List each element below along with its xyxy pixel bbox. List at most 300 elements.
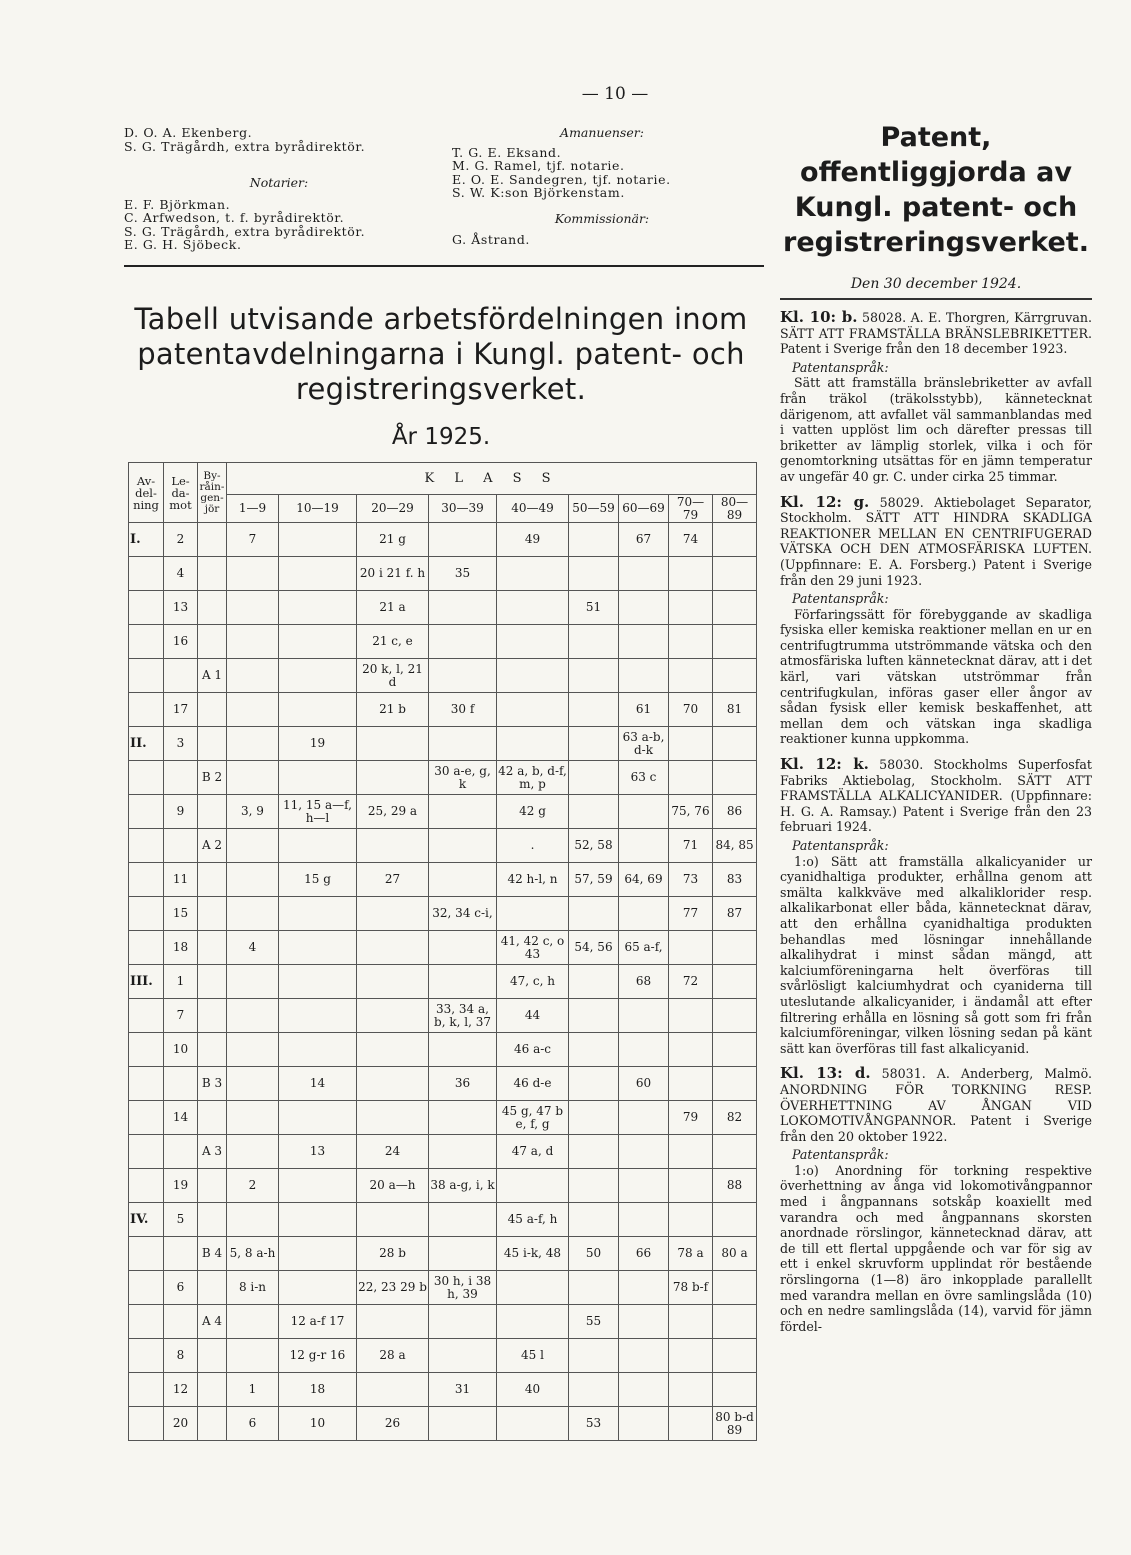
klass-cell: 47, c, h [497,965,569,999]
klass-cell [429,1305,497,1339]
klass-cell: 5, 8 a-h [227,1237,279,1271]
klass-cell [279,557,357,591]
patent-claim-text: 1:o) Sätt att framställa alkalicyanider ur cyanidhaltiga produkter, erhållna genom att smälta kalkkväve med alkaliklorider resp. alkalikarbonat eller båda, kännetecknat därav, att den erhållna cyanidhaltiga produkten behandlas med lösningar innehållande alkalihydrat i minst sådan mängd, att kalciumföreningarna helt överföras till svårlösligt kalciumhydrat och cyaniderna till uteslutande alkalicyanider, i ändamål att efter filtrering erhålla en lösning så gott som fri från kalciumföreningar, vilken lösning sedan på känt sätt kan överföras till fast alkalicyanid. [780,853,1092,1056]
klass-cell: 33, 34 a, b, k, l, 37 [429,999,497,1033]
klass-cell: 71 [669,829,713,863]
klass-cell: 26 [357,1407,429,1441]
klass-cell [279,1033,357,1067]
klass-cell [227,1203,279,1237]
klass-cell: 42 a, b, d-f, m, p [497,761,569,795]
ledamot-cell: 16 [164,625,198,659]
patent-entry [780,492,1092,748]
klass-cell [227,1101,279,1135]
table-row [129,1271,757,1305]
klass-cell [669,1033,713,1067]
klass-cell [357,931,429,965]
klass-cell: 40 [497,1373,569,1407]
klass-cell [227,557,279,591]
klass-cell [497,1271,569,1305]
klass-cell: 2 [227,1169,279,1203]
patent-class: Kl. 12: k. [780,755,869,774]
table-row [129,795,757,829]
patent-head: 58031. A. Anderberg, Malmö. ANORDNING FÖR TORKNING RESP. ÖVERHETTNING AV ÅNGAN VID LOKOMOTIVÅNGPANNOR. Patent i Sverige från den 20 oktober 1922. [780,1066,1092,1144]
avdelning-cell [129,897,164,931]
klass-cell: 3, 9 [227,795,279,829]
klass-cell: 63 a-b, d-k [619,727,669,761]
byraingenjor-cell [198,523,227,557]
klass-cell [497,659,569,693]
klass-cell [619,897,669,931]
klass-cell [619,1407,669,1441]
klass-cell [279,1101,357,1135]
klass-cell [569,1203,619,1237]
klass-cell [279,1271,357,1305]
klass-cell: 28 a [357,1339,429,1373]
byraingenjor-cell [198,1407,227,1441]
staff-line: T. G. E. Eksand. [452,144,562,160]
klass-cell: 67 [619,523,669,557]
klass-cell [713,727,757,761]
table-row [129,727,757,761]
avdelning-cell [129,999,164,1033]
patent-class: Kl. 12: g. [780,492,870,511]
klass-cell [429,931,497,965]
table-row [129,1203,757,1237]
klass-cell [713,591,757,625]
ledamot-cell: 2 [164,523,198,557]
klass-cell [569,557,619,591]
table-year: År 1925. [391,424,491,450]
ledamot-cell: 20 [164,1407,198,1441]
klass-cell [569,1271,619,1305]
byraingenjor-cell [198,1203,227,1237]
avdelning-cell: I. [129,523,164,557]
klass-cell: 36 [429,1067,497,1101]
klass-cell [669,659,713,693]
klass-cell [227,659,279,693]
klass-cell [497,557,569,591]
ledamot-cell [164,1135,198,1169]
klass-cell [429,965,497,999]
klass-cell: 38 a-g, i, k [429,1169,497,1203]
klass-cell: 54, 56 [569,931,619,965]
byraingenjor-cell [198,1339,227,1373]
table-row [129,1169,757,1203]
ledamot-cell: 9 [164,795,198,829]
klass-cell: 78 b-f [669,1271,713,1305]
klass-cell: 42 h-l, n [497,863,569,897]
klass-cell: 63 c [619,761,669,795]
klass-cell: 46 a-c [497,1033,569,1067]
klass-cell [429,591,497,625]
klass-cell: 45 a-f, h [497,1203,569,1237]
klass-cell: 4 [227,931,279,965]
klass-cell: 86 [713,795,757,829]
avdelning-cell [129,863,164,897]
klass-cell: 52, 58 [569,829,619,863]
klass-cell [227,625,279,659]
klass-cell [569,761,619,795]
klass-cell: 80 b-d 89 [713,1407,757,1441]
byraingenjor-cell [198,1033,227,1067]
header-range: 40—49 [497,495,569,523]
klass-cell [357,965,429,999]
klass-cell [713,557,757,591]
klass-cell: 72 [669,965,713,999]
table-row [129,1373,757,1407]
klass-cell: 24 [357,1135,429,1169]
klass-cell: 44 [497,999,569,1033]
patent-column [780,120,1092,1334]
avdelning-cell [129,1067,164,1101]
klass-cell: 20 a—h [357,1169,429,1203]
klass-cell [497,693,569,727]
klass-cell [357,1305,429,1339]
patent-head: 58030. Stockholms Superfosfat Fabriks Aktiebolag, Stockholm. SÄTT ATT FRAMSTÄLLA ALKALICYANIDER. (Uppfinnare: H. G. A. Ramsay.) Patent i Sverige från den 23 februari 1924. [780,757,1092,835]
klass-cell: 21 g [357,523,429,557]
klass-table [128,462,757,1441]
ledamot-cell: 17 [164,693,198,727]
klass-cell [429,727,497,761]
amanuenser-heading: Amanuenser: [560,125,644,140]
klass-cell: 61 [619,693,669,727]
klass-cell [429,1033,497,1067]
ledamot-cell [164,1067,198,1101]
klass-cell [357,897,429,931]
table-row [129,1135,757,1169]
klass-cell [227,1339,279,1373]
klass-cell [279,1237,357,1271]
klass-cell [569,1373,619,1407]
ledamot-cell: 4 [164,557,198,591]
klass-cell [357,727,429,761]
klass-cell: 65 a-f, [619,931,669,965]
klass-cell [227,999,279,1033]
avdelning-cell: III. [129,965,164,999]
header-range: 30—39 [429,495,497,523]
klass-cell [619,1169,669,1203]
klass-cell [227,1135,279,1169]
table-row [129,1407,757,1441]
avdelning-cell [129,1101,164,1135]
klass-cell [713,1339,757,1373]
byraingenjor-cell [198,931,227,965]
klass-cell [713,625,757,659]
klass-cell: 45 g, 47 b e, f, g [497,1101,569,1135]
ledamot-cell: 13 [164,591,198,625]
avdelning-cell [129,591,164,625]
klass-cell: 75, 76 [669,795,713,829]
byraingenjor-cell: B 4 [198,1237,227,1271]
byraingenjor-cell [198,863,227,897]
ledamot-cell: 19 [164,1169,198,1203]
header-ledamot: Le-da-mot [164,463,198,523]
table-title: Tabell utvisande arbetsfördelningen inom patentavdelningarna i Kungl. patent- och registreringsverket. [134,302,748,406]
klass-cell [713,761,757,795]
avdelning-cell: IV. [129,1203,164,1237]
patent-claim-text: Förfaringssätt för förebyggande av skadliga fysiska eller kemiska reaktioner mellan en ur en centrifugtrumma utströmmande vätska och den atmosfäriska luften kännetecknat därav, att i det kärl, vari vätskan utströmmar från centrifugkulan, införas gaser eller ångor av sådan fysisk eller kemisk beskaffenhet, att mellan dem och vätskan inga skadliga reaktioner kunna uppkomma. [780,606,1092,747]
klass-cell [619,1339,669,1373]
klass-cell [497,897,569,931]
klass-cell [429,1135,497,1169]
staff-line: E. F. Björkman. [124,196,231,212]
klass-cell [713,931,757,965]
klass-cell: 1 [227,1373,279,1407]
staff-line: S. W. K:son Björkenstam. [452,185,625,200]
divider [124,265,764,267]
klass-cell [619,591,669,625]
byraingenjor-cell [198,999,227,1033]
klass-cell: 46 d-e [497,1067,569,1101]
staff-line: M. G. Ramel, tjf. notarie. [452,158,625,173]
table-row [129,1237,757,1271]
klass-cell: 28 b [357,1237,429,1271]
klass-cell [429,1237,497,1271]
ledamot-cell: 14 [164,1101,198,1135]
ledamot-cell: 12 [164,1373,198,1407]
klass-cell: 45 l [497,1339,569,1373]
klass-cell [279,761,357,795]
klass-cell: 12 g-r 16 [279,1339,357,1373]
klass-cell [569,1101,619,1135]
klass-cell: 49 [497,523,569,557]
klass-cell: 10 [279,1407,357,1441]
klass-cell: 20 k, l, 21 d [357,659,429,693]
table-row [129,829,757,863]
klass-cell [669,1339,713,1373]
klass-cell: 81 [713,693,757,727]
klass-cell [569,1339,619,1373]
klass-cell: 80 a [713,1237,757,1271]
table-row [129,999,757,1033]
klass-cell [429,1101,497,1135]
klass-cell [569,693,619,727]
patent-claim-label: Patentanspråk: [792,591,889,607]
patent-entry [780,310,1092,485]
klass-cell: 18 [279,1373,357,1407]
table-row [129,1101,757,1135]
klass-cell [619,1033,669,1067]
klass-cell [227,965,279,999]
byraingenjor-cell: B 2 [198,761,227,795]
klass-cell [429,625,497,659]
klass-cell: 7 [227,523,279,557]
klass-cell: 41, 42 c, o 43 [497,931,569,965]
klass-cell: 79 [669,1101,713,1135]
staff-line: G. Åstrand. [452,232,531,247]
avdelning-cell [129,931,164,965]
klass-cell [279,999,357,1033]
byraingenjor-cell [198,557,227,591]
staff-line: E. O. E. Sandegren, tjf. notarie. [452,171,671,187]
klass-cell: 14 [279,1067,357,1101]
ledamot-cell [164,829,198,863]
byraingenjor-cell [198,1169,227,1203]
byraingenjor-cell: A 2 [198,829,227,863]
klass-cell [227,1305,279,1339]
klass-cell [669,931,713,965]
klass-cell [227,727,279,761]
klass-cell: 19 [279,727,357,761]
klass-cell [497,1169,569,1203]
klass-cell: 55 [569,1305,619,1339]
klass-cell: 82 [713,1101,757,1135]
klass-cell: 30 h, i 38 h, 39 [429,1271,497,1305]
klass-cell: 21 a [357,591,429,625]
klass-cell [713,1305,757,1339]
avdelning-cell [129,1033,164,1067]
ledamot-cell: 1 [164,965,198,999]
klass-cell [619,1305,669,1339]
klass-cell [429,1339,497,1373]
klass-cell: 12 a-f 17 [279,1305,357,1339]
klass-cell [429,523,497,557]
klass-cell: 21 b [357,693,429,727]
klass-cell [713,1135,757,1169]
ledamot-cell [164,1305,198,1339]
klass-cell: 84, 85 [713,829,757,863]
byraingenjor-cell: A 3 [198,1135,227,1169]
klass-cell: 74 [669,523,713,557]
header-klass: K L A S S [227,463,757,495]
klass-cell: 35 [429,557,497,591]
klass-cell: 77 [669,897,713,931]
klass-cell [279,591,357,625]
notarier-heading: Notarier: [249,175,309,190]
klass-cell [669,1407,713,1441]
byraingenjor-cell [198,897,227,931]
klass-cell: 30 f [429,693,497,727]
klass-cell: 51 [569,591,619,625]
klass-cell [569,523,619,557]
klass-cell: 32, 34 c-i, [429,897,497,931]
klass-cell: 31 [429,1373,497,1407]
ledamot-cell: 18 [164,931,198,965]
klass-cell [713,659,757,693]
byraingenjor-cell [198,693,227,727]
header-range: 1—9 [227,495,279,523]
klass-cell [569,1169,619,1203]
klass-cell: 20 i 21 f. h [357,557,429,591]
ledamot-cell: 3 [164,727,198,761]
page-number: — 10 — [581,84,649,104]
klass-cell [227,591,279,625]
klass-cell [619,1271,669,1305]
patent-claim-label: Patentanspråk: [792,838,889,853]
klass-cell [279,897,357,931]
klass-cell [619,1101,669,1135]
header-range: 20—29 [357,495,429,523]
klass-cell [713,1373,757,1407]
ledamot-cell: 8 [164,1339,198,1373]
patent-claim-label: Patentanspråk: [792,359,889,375]
klass-cell: 6 [227,1407,279,1441]
patent-entry [780,757,1092,1056]
klass-cell [669,557,713,591]
klass-cell [569,1135,619,1169]
klass-cell [669,1203,713,1237]
klass-cell [569,897,619,931]
klass-cell [227,897,279,931]
avdelning-cell [129,761,164,795]
patent-claim-label: Patentanspråk: [792,1147,889,1163]
staff-line: D. O. A. Ekenberg. [124,125,253,140]
klass-cell [357,1101,429,1135]
klass-cell [569,965,619,999]
klass-cell [357,1067,429,1101]
klass-cell [357,999,429,1033]
klass-cell [619,795,669,829]
klass-cell [619,557,669,591]
klass-cell [429,795,497,829]
byraingenjor-cell [198,625,227,659]
table-row [129,761,757,795]
byraingenjor-cell: B 3 [198,1067,227,1101]
klass-cell: 27 [357,863,429,897]
klass-cell [357,761,429,795]
klass-cell [227,829,279,863]
staff-line: E. G. H. Sjöbeck. [124,237,242,252]
header-byraingenjor: By-råin-gen-jör [198,463,227,523]
klass-cell [619,625,669,659]
klass-cell [669,1067,713,1101]
avdelning-cell [129,795,164,829]
klass-cell [279,1169,357,1203]
table-row [129,557,757,591]
klass-cell [669,999,713,1033]
table-row [129,659,757,693]
klass-cell: 21 c, e [357,625,429,659]
klass-cell: 22, 23 29 b [357,1271,429,1305]
table-row [129,625,757,659]
klass-cell: . [497,829,569,863]
klass-cell [713,1067,757,1101]
klass-cell [227,863,279,897]
klass-cell [669,1135,713,1169]
header-range: 60—69 [619,495,669,523]
ledamot-cell: 11 [164,863,198,897]
klass-cell [713,999,757,1033]
klass-cell: 15 g [279,863,357,897]
klass-cell [357,1033,429,1067]
klass-cell [569,727,619,761]
avdelning-cell [129,693,164,727]
ledamot-cell [164,659,198,693]
patent-head: 58028. A. E. Thorgren, Kärrgruvan. SÄTT ATT FRAMSTÄLLA BRÄNSLEBRIKETTER. Patent i Sverige från den 18 december 1923. [780,310,1092,357]
klass-cell: 11, 15 a—f, h—l [279,795,357,829]
patent-head: 58029. Aktiebolaget Separator, Stockholm. SÄTT ATT HINDRA SKADLIGA REAKTIONER MELLAN EN CENTRIFUGERAD VÄTSKA OCH DEN ATMOSFÄRISKA LUFTEN. (Uppfinnare: E. A. Forsberg.) Patent i Sverige från den 29 juni 1923. [780,494,1092,588]
klass-cell [227,1067,279,1101]
klass-cell [619,1373,669,1407]
klass-cell: 73 [669,863,713,897]
klass-cell [713,523,757,557]
klass-cell: 42 g [497,795,569,829]
table-row [129,931,757,965]
patent-class: Kl. 10: b. [780,308,858,326]
byraingenjor-cell [198,1373,227,1407]
ledamot-cell [164,1237,198,1271]
avdelning-cell [129,1305,164,1339]
klass-cell [227,1033,279,1067]
patent-claim-text: Sätt att framställa bränslebriketter av avfall från träkol (träkolsstybb), kännetecknat därigenom, att avfallet väl sammanblandas med i vatten upplöst lim och därefter pressas till briketter av lämplig storlek, vilka i och för genomtorkning utsättas för en jämn temperatur av ungefär 40 gr. C. under cirka 25 timmar. [780,375,1092,484]
patent-date: Den 30 december 1924. [850,276,1022,292]
klass-cell: 87 [713,897,757,931]
avdelning-cell [129,1373,164,1407]
klass-cell [619,1203,669,1237]
klass-cell [497,1407,569,1441]
avdelning-cell [129,557,164,591]
klass-cell [569,1067,619,1101]
